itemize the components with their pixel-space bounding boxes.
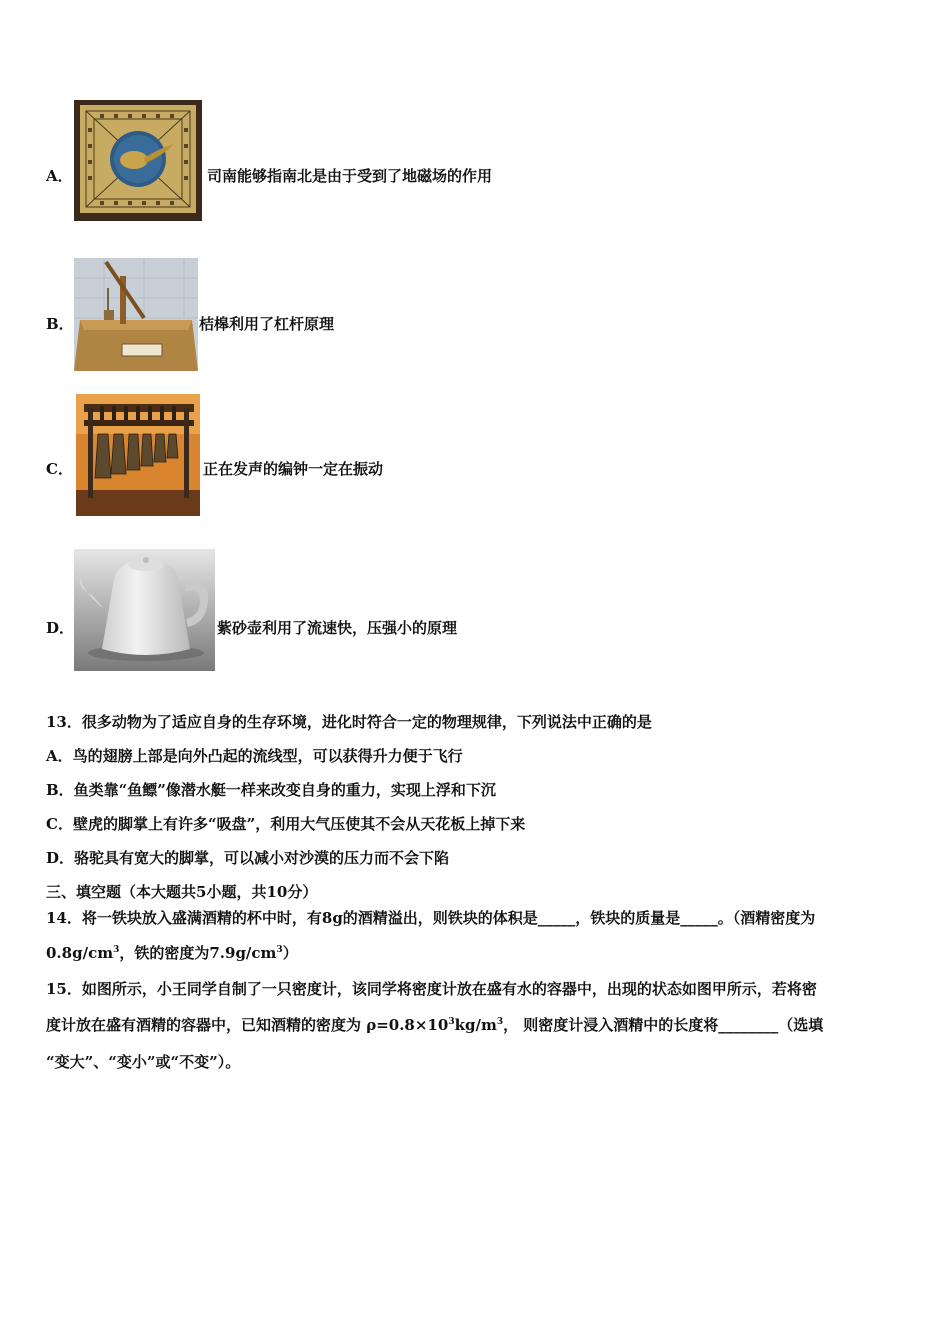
option-text: 桔槔利用了杠杆原理 xyxy=(199,315,335,333)
option-letter: B． xyxy=(46,315,74,333)
q14-text: ） xyxy=(282,944,298,962)
compass-photo-icon xyxy=(74,100,202,221)
question-13-option-d: D．骆驼具有宽大的脚掌，可以减小对沙漠的压力而不会下陷 xyxy=(46,849,450,867)
q15-text: kg/m xyxy=(454,1016,497,1034)
q14-text: 0.8g/cm xyxy=(46,944,114,962)
option-letter: A． xyxy=(46,167,73,185)
q15-text: 度计放在盛有酒精的容器中，已知酒精的密度为 ρ=0.8×10 xyxy=(46,1016,449,1034)
q15-sup: 3 xyxy=(448,1017,455,1027)
option-text: 紫砂壶利用了流速快，压强小的原理 xyxy=(217,619,458,637)
option-text: 正在发声的编钟一定在振动 xyxy=(203,460,384,478)
bianzhong-bells-photo-icon xyxy=(76,394,200,516)
question-14-line-2 xyxy=(46,942,298,963)
question-13-stem: 13．很多动物为了适应自身的生存环境，进化时符合一定的物理规律，下列说法中正确的是 xyxy=(46,713,652,731)
section-heading: 三、填空题（本大题共5小题，共10分） xyxy=(46,883,318,901)
question-13-option-c: C．壁虎的脚掌上有许多“吸盘”，利用大气压使其不会从天花板上掉下来 xyxy=(46,815,526,833)
question-15-line-2 xyxy=(46,1014,823,1035)
option-letter: D． xyxy=(46,619,75,637)
teapot-photo-icon xyxy=(74,549,215,671)
q14-sup: 3 xyxy=(113,945,120,955)
shadoof-model-photo-icon xyxy=(74,258,198,371)
option-letter: C． xyxy=(46,460,73,478)
question-13-option-a: A．鸟的翅膀上部是向外凸起的流线型，可以获得升力便于飞行 xyxy=(46,747,463,765)
question-15-line-3: “变大”、“变小”或“不变”）。 xyxy=(46,1053,241,1071)
q15-sup: 3 xyxy=(496,1017,504,1027)
question-13-option-b: B．鱼类靠“鱼鳔”像潜水艇一样来改变自身的重力，实现上浮和下沉 xyxy=(46,781,496,799)
question-14-line-1: 14．将一铁块放入盛满酒精的杯中时，有8g的酒精溢出，则铁块的体积是_____，铁块的质量是_____。（酒精密度为 xyxy=(46,909,816,927)
q15-text: ， 则密度计浸入酒精中的长度将________（选填 xyxy=(503,1016,824,1034)
q14-sup: 3 xyxy=(276,945,283,955)
question-15-line-1: 15．如图所示，小王同学自制了一只密度计，该同学将密度计放在盛有水的容器中，出现的状态如图甲所示，若将密 xyxy=(46,980,817,998)
q14-text: ，铁的密度为7.9g/cm xyxy=(119,944,277,962)
option-text: 司南能够指南北是由于受到了地磁场的作用 xyxy=(207,167,493,185)
